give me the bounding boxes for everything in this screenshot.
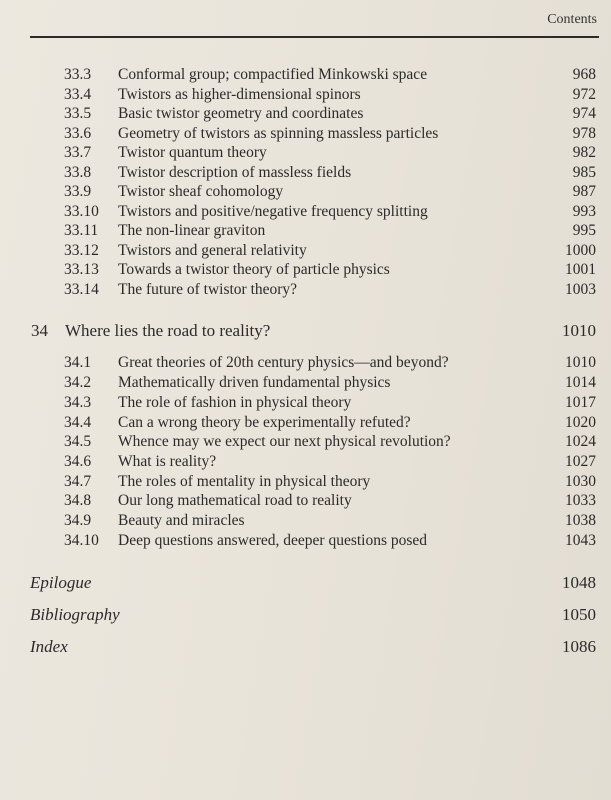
entry-page: 995 [572, 222, 596, 239]
backmatter-title: Bibliography [30, 605, 120, 624]
toc-entry [0, 393, 611, 413]
entry-number: 34.5 [64, 433, 92, 450]
entry-title: Twistors as higher-dimensional spinors [118, 86, 361, 103]
backmatter-page: 1050 [562, 605, 596, 624]
toc-entry [0, 531, 611, 551]
entry-page: 1038 [565, 512, 596, 529]
entry-page: 1024 [565, 433, 596, 450]
entry-number: 34.9 [64, 512, 92, 529]
entry-number: 33.10 [64, 203, 99, 220]
toc-entry [0, 452, 611, 472]
entry-title: Mathematically driven fundamental physics [118, 374, 391, 391]
toc-entry [0, 491, 611, 511]
entry-number: 34.6 [64, 453, 92, 470]
entry-title: Basic twistor geometry and coordinates [118, 105, 364, 122]
entry-title: Deep questions answered, deeper questions posed [118, 532, 428, 549]
entry-page: 1020 [565, 414, 596, 431]
entry-title: Twistors and general relativity [118, 242, 307, 259]
entry-title: The role of fashion in physical theory [118, 394, 352, 411]
entry-title: Can a wrong theory be experimentally refuted? [118, 414, 411, 431]
toc-entry [0, 202, 611, 222]
toc-entry [0, 373, 611, 393]
entry-page: 972 [572, 86, 596, 103]
entry-page: 1000 [565, 242, 596, 259]
entry-page: 1017 [565, 394, 596, 411]
entry-page: 985 [572, 164, 596, 181]
entry-title: Twistor description of massless fields [118, 164, 352, 181]
entry-number: 33.7 [64, 144, 92, 161]
entry-number: 33.13 [64, 261, 99, 278]
entry-page: 1043 [565, 532, 596, 549]
header-rule [30, 36, 599, 38]
toc-entry [0, 472, 611, 492]
entry-title: Conformal group; compactified Minkowski space [118, 66, 428, 83]
entry-title: Towards a twistor theory of particle physics [118, 261, 390, 278]
entry-title: Whence may we expect our next physical revolution? [118, 433, 451, 450]
chapter-page: 1010 [562, 321, 596, 340]
entry-number: 33.8 [64, 164, 92, 181]
entry-title: The non-linear graviton [118, 222, 266, 239]
entry-number: 33.9 [64, 183, 92, 200]
entry-page: 968 [572, 66, 596, 83]
chapter-number: 34 [31, 321, 48, 340]
entry-page: 1014 [565, 374, 596, 391]
entry-title: The future of twistor theory? [118, 281, 298, 298]
entry-page: 987 [572, 183, 596, 200]
entry-number: 34.4 [64, 414, 92, 431]
entry-page: 1001 [565, 261, 596, 278]
running-head: Contents [547, 12, 597, 27]
toc-entry [0, 241, 611, 261]
entry-page: 1030 [565, 473, 596, 490]
toc-entry [0, 124, 611, 144]
entry-page: 978 [572, 125, 596, 142]
entry-number: 33.3 [64, 66, 92, 83]
chapter-heading [0, 320, 611, 342]
backmatter-title: Index [30, 637, 68, 656]
entry-title: Twistor sheaf cohomology [118, 183, 284, 200]
entry-number: 34.10 [64, 532, 99, 549]
entry-title: Great theories of 20th century physics—and beyond? [118, 354, 449, 371]
backmatter-page: 1048 [562, 573, 596, 592]
toc-entry [0, 143, 611, 163]
toc-entry [0, 221, 611, 241]
entry-number: 33.12 [64, 242, 99, 259]
entry-title: The roles of mentality in physical theory [118, 473, 371, 490]
entry-number: 34.7 [64, 473, 92, 490]
toc-entry [0, 260, 611, 280]
entry-number: 34.3 [64, 394, 92, 411]
toc-entry [0, 432, 611, 452]
toc-entry [0, 280, 611, 300]
entry-title: Beauty and miracles [118, 512, 245, 529]
toc-entry [0, 85, 611, 105]
backmatter-title: Epilogue [30, 573, 92, 592]
entry-page: 1027 [565, 453, 596, 470]
entry-page: 982 [572, 144, 596, 161]
toc-entry [0, 65, 611, 85]
toc-entry [0, 413, 611, 433]
entry-number: 33.14 [64, 281, 99, 298]
entry-title: Geometry of twistors as spinning massless particles [118, 125, 439, 142]
toc-entry [0, 182, 611, 202]
entry-number: 34.8 [64, 492, 92, 509]
entry-number: 33.4 [64, 86, 92, 103]
backmatter-entry [0, 604, 611, 626]
chapter-title: Where lies the road to reality? [65, 321, 271, 340]
backmatter-entry [0, 636, 611, 658]
entry-title: What is reality? [118, 453, 217, 470]
toc-entry [0, 511, 611, 531]
entry-number: 34.2 [64, 374, 92, 391]
entry-number: 33.6 [64, 125, 92, 142]
entry-number: 34.1 [64, 354, 92, 371]
entry-page: 993 [572, 203, 596, 220]
entry-page: 974 [572, 105, 596, 122]
entry-number: 33.5 [64, 105, 92, 122]
entry-page: 1033 [565, 492, 596, 509]
entry-title: Twistor quantum theory [118, 144, 267, 161]
toc-entry [0, 104, 611, 124]
entry-title: Twistors and positive/negative frequency splitting [118, 203, 428, 220]
backmatter-page: 1086 [562, 637, 596, 656]
entry-page: 1010 [565, 354, 596, 371]
entry-number: 33.11 [64, 222, 99, 239]
toc-entry [0, 353, 611, 373]
backmatter-entry [0, 572, 611, 594]
entry-title: Our long mathematical road to reality [118, 492, 352, 509]
entry-page: 1003 [565, 281, 596, 298]
toc-entry [0, 163, 611, 183]
